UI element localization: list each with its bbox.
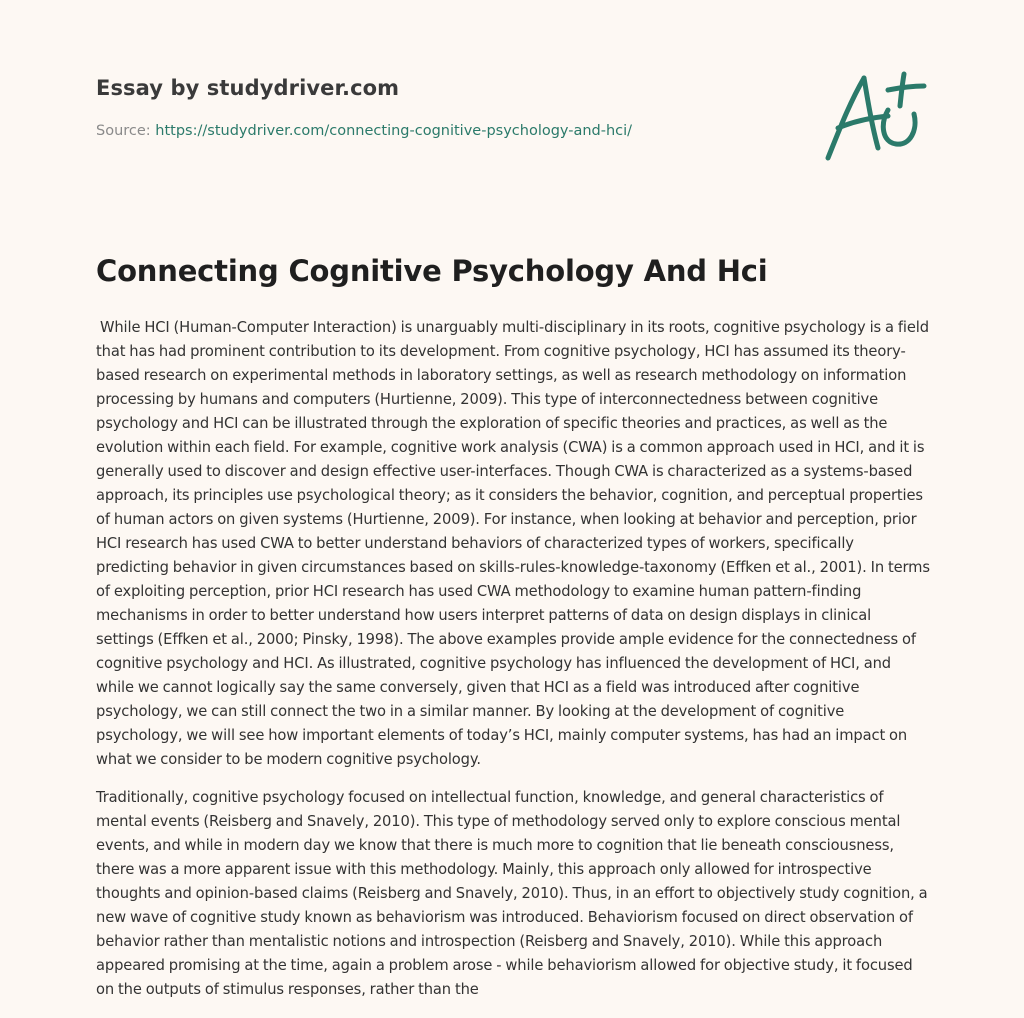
essay-body <box>96 316 934 1016</box>
site-brand: Essay by studydriver.com <box>96 76 400 100</box>
source-link[interactable]: https://studydriver.com/connecting-cognitive-psychology-and-hci/ <box>155 123 633 139</box>
a-plus-logo-icon <box>818 66 930 164</box>
essay-paragraph-2: Traditionally, cognitive psychology focused on intellectual function, knowledge, and general characteristics of mental events (Reisberg and Snavely, 2010). This type of methodology served only to explore conscious mental events, and while in modern day we know that there is much more to cognition that lie beneath consciousness, there was a more apparent issue with this methodology. Mainly, this approach only allowed for introspective thoughts and opinion-based claims (Reisberg and Snavely, 2010). Thus, in an effort to objectively study cognition, a new wave of cognitive study known as behaviorism was introduced. Behaviorism focused on direct observation of behavior rather than mentalistic notions and introspection (Reisberg and Snavely, 2010). While this approach appeared promising at the time, again a problem arose - while behaviorism allowed for objective study, it focused on the outputs of stimulus responses, rather than the <box>96 789 932 998</box>
source-label: Source: <box>96 123 151 139</box>
source-line <box>96 123 632 139</box>
essay-paragraph-1: While HCI (Human-Computer Interaction) is unarguably multi-disciplinary in its roots, cognitive psychology is a field that has had prominent contribution to its development. From cognitive psychology, HCI has assumed its theory-based research on experimental methods in laboratory settings, as well as research methodology on information processing by humans and computers (Hurtienne, 2009). This type of interconnectedness between cognitive psychology and HCI can be illustrated through the exploration of specific theories and practices, as well as the evolution within each field. For example, cognitive work analysis (CWA) is a common approach used in HCI, and it is generally used to discover and design effective user-interfaces. Though CWA is characterized as a systems-based approach, its principles use psychological theory; as it considers the behavior, cognition, and perceptual properties of human actors on given systems (Hurtienne, 2009). For instance, when looking at behavior and perception, prior HCI research has used CWA to better understand behaviors of characterized types of workers, specifically predicting behavior in given circumstances based on skills-rules-knowledge-taxonomy (Effken et al., 2001). In terms of exploiting perception, prior HCI research has used CWA methodology to examine human pattern-finding mechanisms in order to better understand how users interpret patterns of data on design displays in clinical settings (Effken et al., 2000; Pinsky, 1998). The above examples provide ample evidence for the connectedness of cognitive psychology and HCI. As illustrated, cognitive psychology has influenced the development of HCI, and while we cannot logically say the same conversely, given that HCI as a field was introduced after cognitive psychology, we can still connect the two in a similar manner. By looking at the development of cognitive psychology, we will see how important elements of today’s HCI, mainly computer systems, has had an impact on what we consider to be modern cognitive psychology. <box>96 319 934 768</box>
essay-title: Connecting Cognitive Psychology And Hci <box>96 254 768 288</box>
